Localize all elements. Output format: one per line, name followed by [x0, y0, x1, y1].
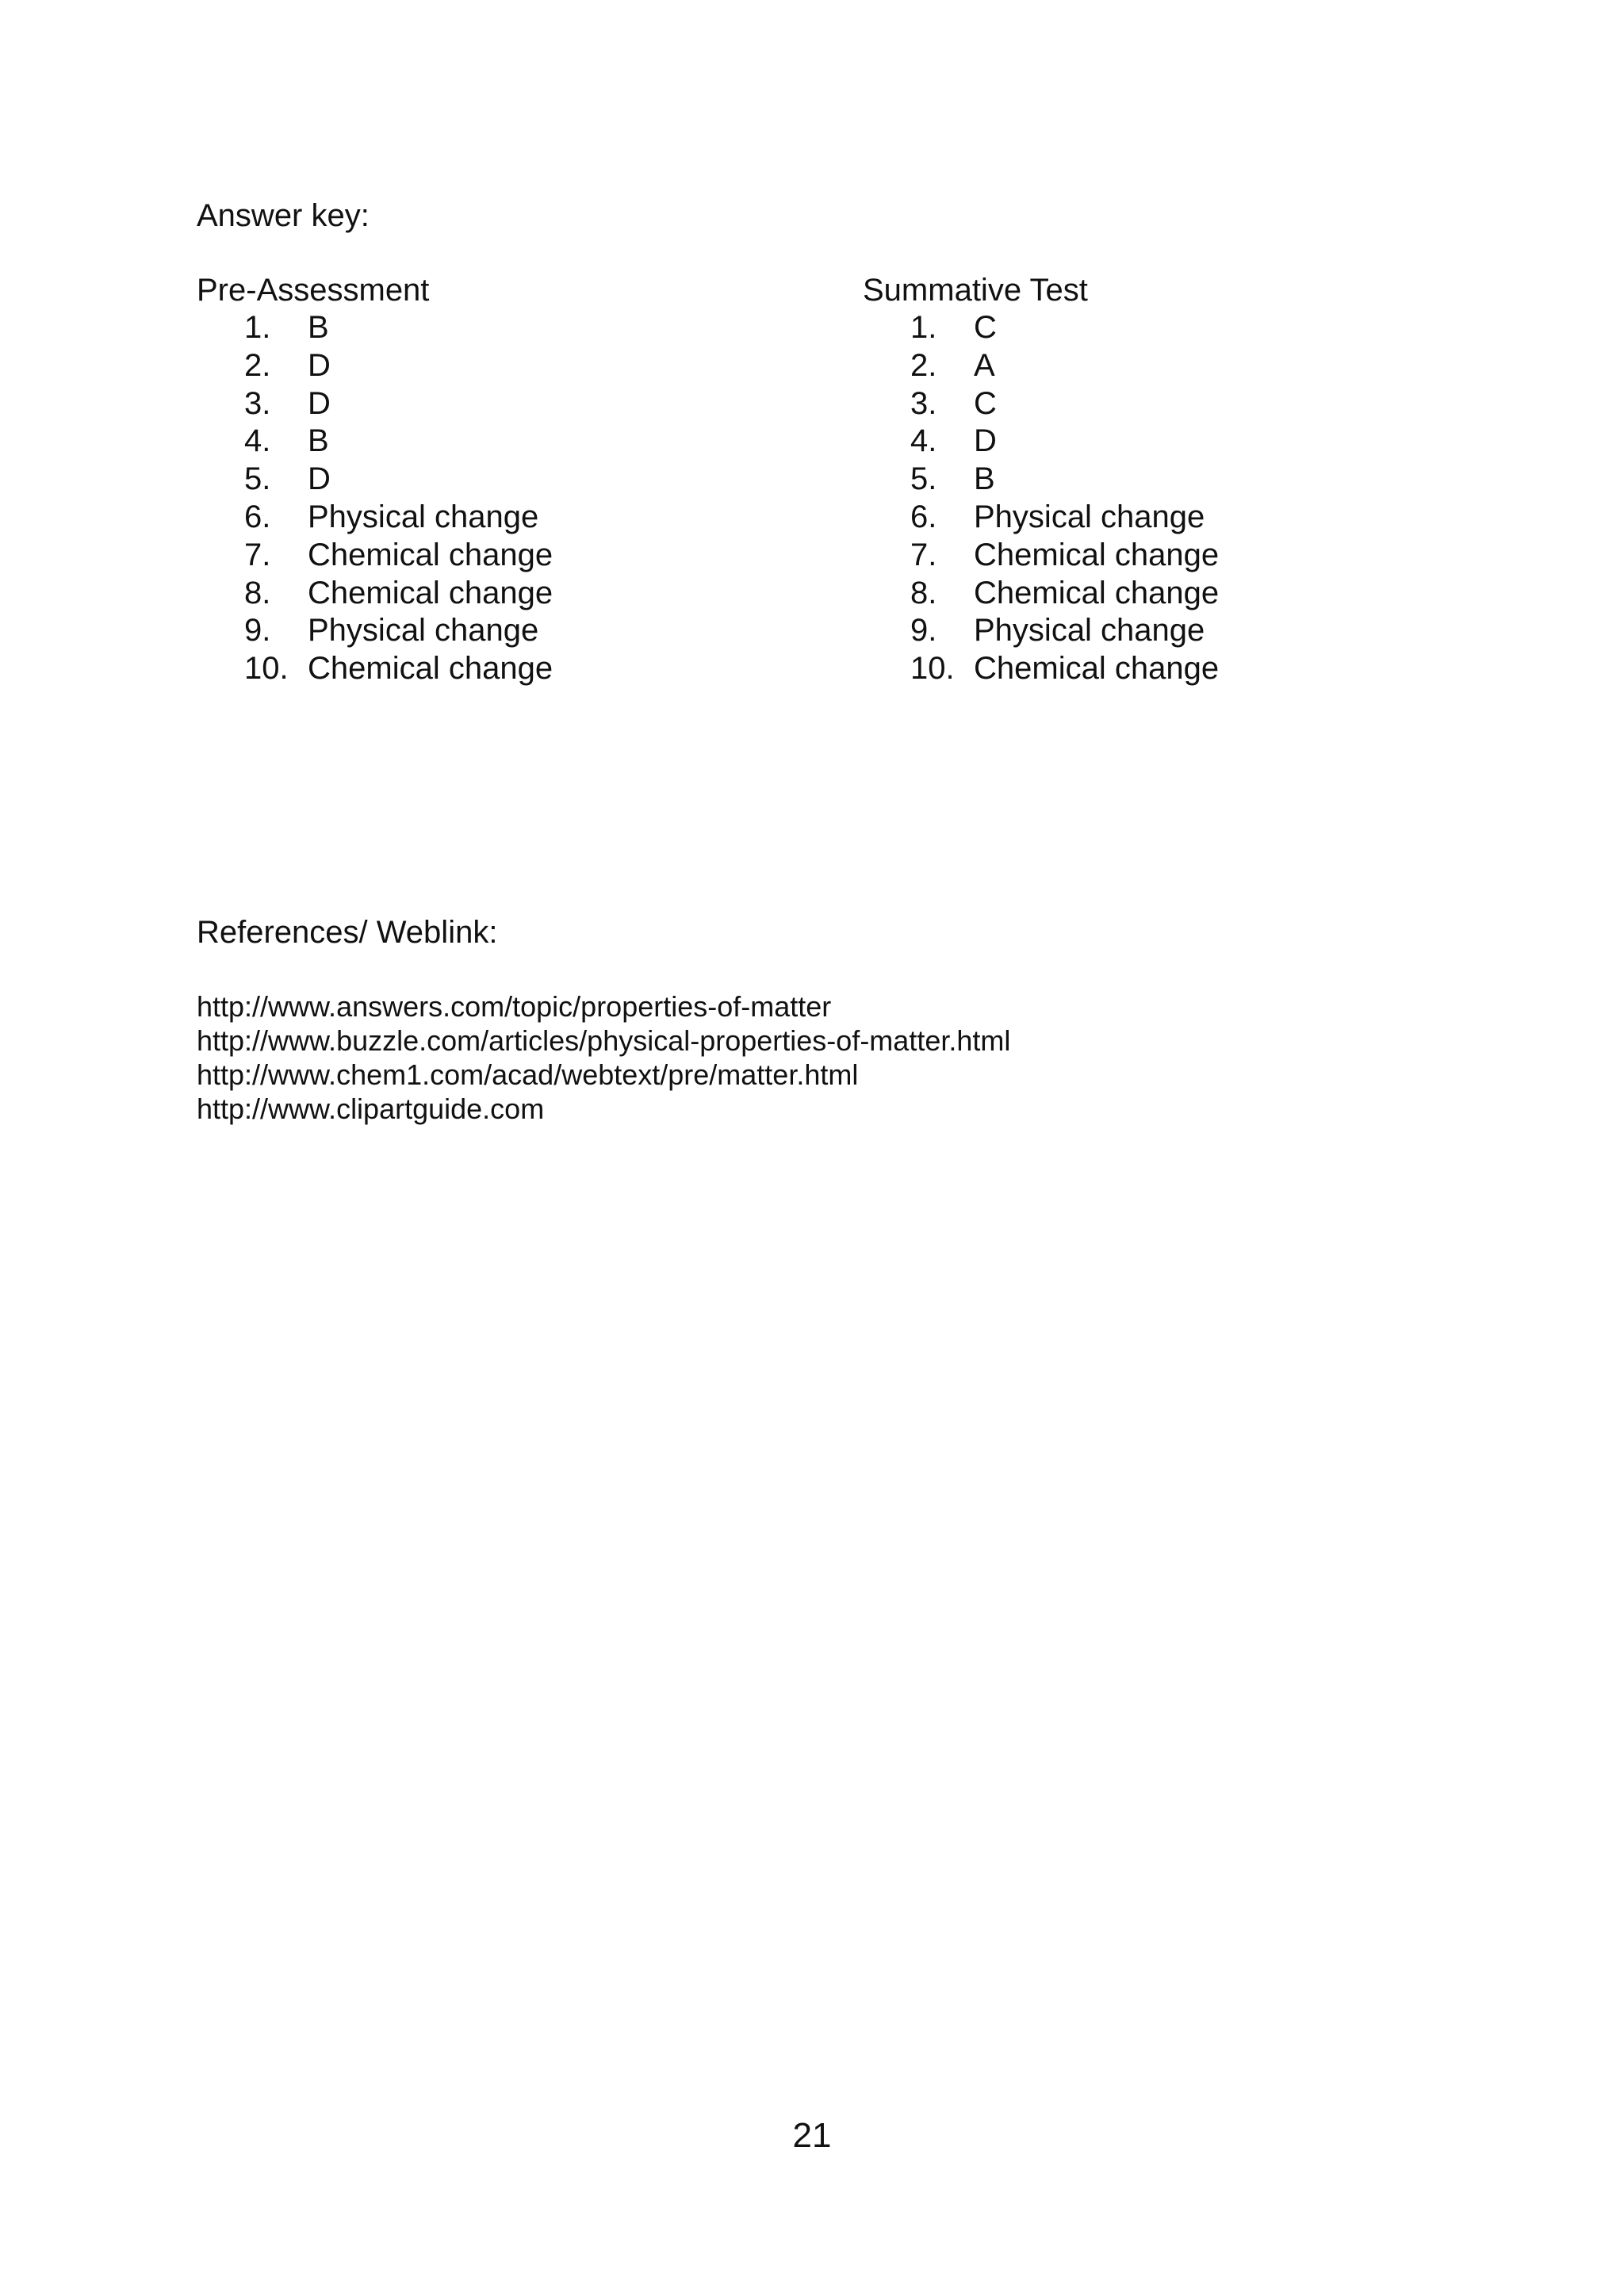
list-item	[197, 385, 799, 423]
item-answer: D	[974, 423, 997, 459]
list-item	[863, 461, 1465, 499]
list-item	[863, 385, 1465, 423]
list-item	[197, 423, 799, 461]
summative-test-section	[863, 271, 1465, 688]
item-answer: C	[974, 310, 997, 345]
item-answer: B	[308, 310, 329, 345]
summative-test-answers	[863, 309, 1465, 688]
list-item	[197, 309, 799, 347]
list-item	[197, 650, 799, 688]
item-answer: Physical change	[974, 613, 1205, 649]
item-number: 2.	[244, 347, 271, 383]
list-item	[197, 499, 799, 537]
item-answer: Chemical change	[308, 651, 553, 687]
pre-assessment-title: Pre-Assessment	[197, 273, 430, 308]
item-number: 2.	[910, 347, 937, 383]
item-answer: Chemical change	[308, 575, 553, 610]
item-answer: Physical change	[974, 499, 1205, 534]
item-number: 1.	[910, 310, 937, 345]
list-item	[863, 309, 1465, 347]
list-item	[197, 537, 799, 575]
item-answer: D	[308, 461, 331, 497]
item-number: 8.	[910, 575, 937, 610]
item-number: 5.	[910, 461, 937, 497]
list-item	[197, 575, 799, 613]
list-item	[197, 612, 799, 650]
item-number: 6.	[910, 499, 937, 534]
item-number: 10.	[910, 651, 955, 687]
list-item	[863, 537, 1465, 575]
pre-assessment-answers	[197, 309, 799, 688]
item-number: 7.	[910, 537, 937, 572]
reference-link-item	[197, 1024, 1010, 1058]
list-item	[197, 461, 799, 499]
reference-link-item	[197, 1058, 1010, 1092]
reference-links	[197, 989, 1010, 1126]
item-answer: Chemical change	[974, 537, 1220, 572]
item-number: 9.	[910, 613, 937, 649]
item-answer: Chemical change	[974, 651, 1220, 687]
item-answer: Chemical change	[308, 537, 553, 572]
answer-key-heading: Answer key:	[197, 198, 370, 233]
item-number: 4.	[244, 423, 271, 459]
list-item	[863, 499, 1465, 537]
list-item	[863, 612, 1465, 650]
reference-link[interactable]: http://www.chem1.com/acad/webtext/pre/matter.html	[197, 1058, 859, 1091]
item-answer: Physical change	[308, 499, 539, 534]
item-number: 8.	[244, 575, 271, 610]
list-item	[863, 650, 1465, 688]
list-item	[863, 347, 1465, 385]
item-number: 5.	[244, 461, 271, 497]
page-number: 21	[792, 2116, 832, 2155]
reference-link[interactable]: http://www.answers.com/topic/properties-of-matter	[197, 990, 832, 1023]
item-number: 6.	[244, 499, 271, 534]
references-heading: References/ Weblink:	[197, 915, 498, 950]
item-answer: C	[974, 385, 997, 421]
list-item	[863, 423, 1465, 461]
item-answer: B	[974, 461, 995, 497]
reference-link[interactable]: http://www.clipartguide.com	[197, 1093, 545, 1125]
item-answer: D	[308, 385, 331, 421]
reference-link-item	[197, 1092, 1010, 1126]
item-number: 3.	[910, 385, 937, 421]
item-number: 3.	[244, 385, 271, 421]
item-answer: A	[974, 347, 995, 383]
item-number: 7.	[244, 537, 271, 572]
reference-link[interactable]: http://www.buzzle.com/articles/physical-properties-of-matter.html	[197, 1024, 1011, 1057]
summative-test-title: Summative Test	[863, 273, 1088, 308]
item-number: 1.	[244, 310, 271, 345]
list-item	[863, 575, 1465, 613]
item-answer: D	[308, 347, 331, 383]
item-answer: B	[308, 423, 329, 459]
item-answer: Physical change	[308, 613, 539, 649]
pre-assessment-section	[197, 271, 799, 688]
item-number: 9.	[244, 613, 271, 649]
reference-link-item	[197, 989, 1010, 1024]
item-number: 10.	[244, 651, 289, 687]
list-item	[197, 347, 799, 385]
item-number: 4.	[910, 423, 937, 459]
item-answer: Chemical change	[974, 575, 1220, 610]
